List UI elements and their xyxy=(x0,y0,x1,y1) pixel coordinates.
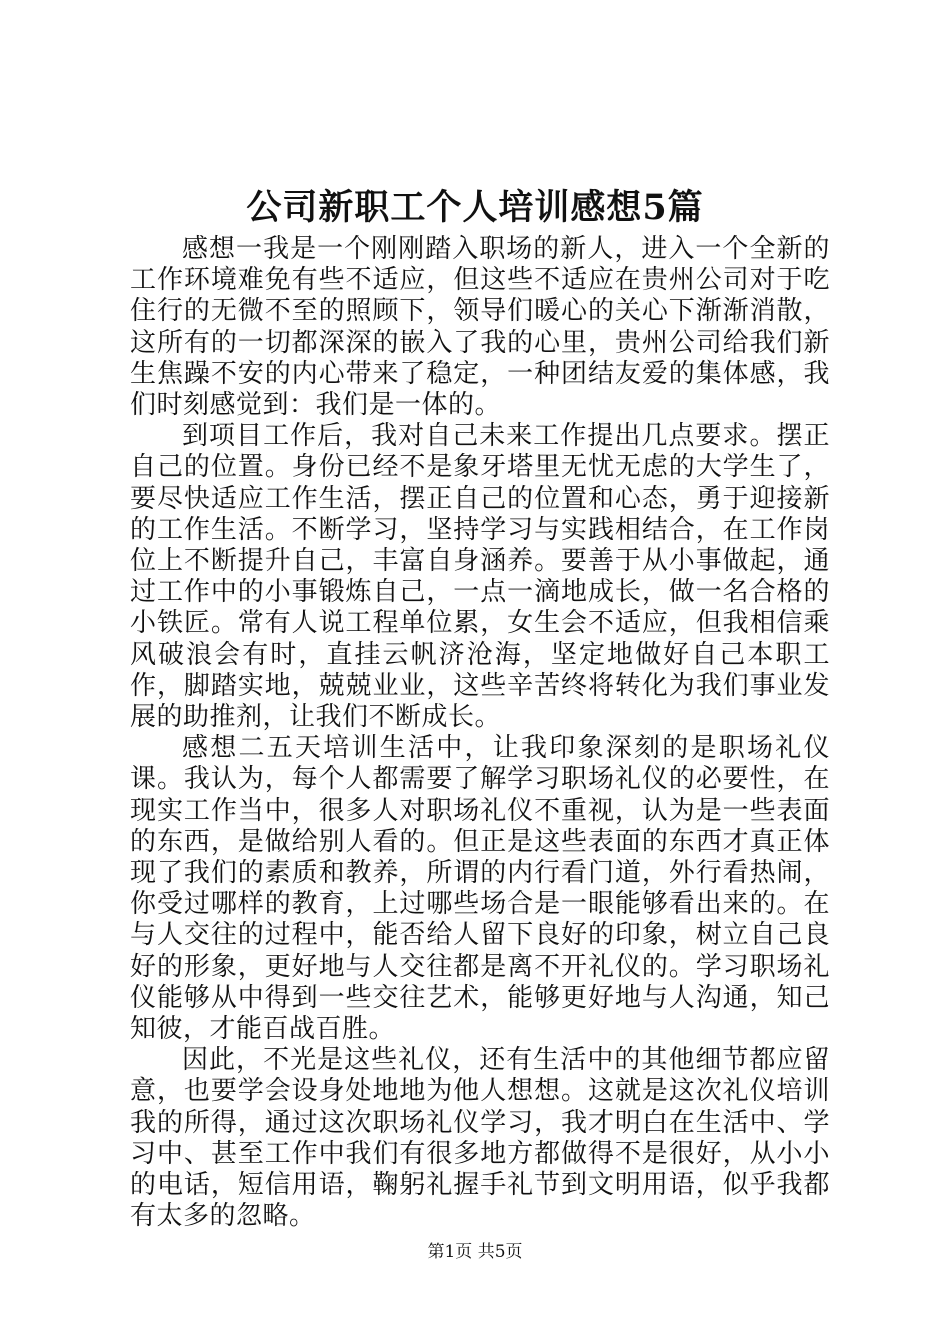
document-title: 公司新职工个人培训感想5篇 xyxy=(246,187,704,228)
document-body xyxy=(130,234,830,1233)
paragraph-4: 因此，不光是这些礼仪，还有生活中的其他细节都应留意，也要学会设身处地地为他人想想。这就是这次礼仪培训我的所得，通过这次职场礼仪学习，我才明白在生活中、学习中、甚至工作中我们有很多地方都做得不是很好，从小小的电话，短信用语，鞠躬礼握手礼节到文明用语，似乎我都有太多的忽略。 xyxy=(130,1045,830,1232)
paragraph-1: 感想一我是一个刚刚踏入职场的新人，进入一个全新的工作环境难免有些不适应，但这些不适应在贵州公司对于吃住行的无微不至的照顾下，领导们暖心的关心下渐渐消散，这所有的一切都深深的嵌入了我的心里，贵州公司给我们新生焦躁不安的内心带来了稳定，一种团结友爱的集体感，我们时刻感觉到：我们是一体的。 xyxy=(130,234,830,421)
paragraph-2: 到项目工作后，我对自己未来工作提出几点要求。摆正自己的位置。身份已经不是象牙塔里无忧无虑的大学生了，要尽快适应工作生活，摆正自己的位置和心态，勇于迎接新的工作生活。不断学习，坚持学习与实践相结合，在工作岗位上不断提升自己，丰富自身涵养。要善于从小事做起，通过工作中的小事锻炼自己，一点一滴地成长，做一名合格的小铁匠。常有人说工程单位累，女生会不适应，但我相信乘风破浪会有时，直挂云帆济沧海，坚定地做好自己本职工作，脚踏实地，兢兢业业，这些辛苦终将转化为我们事业发展的助推剂，让我们不断成长。 xyxy=(130,421,830,733)
page-footer: 第1页 共5页 xyxy=(427,1242,523,1262)
paragraph-3: 感想二五天培训生活中，让我印象深刻的是职场礼仪课。我认为，每个人都需要了解学习职场礼仪的必要性，在现实工作当中，很多人对职场礼仪不重视，认为是一些表面的东西，是做给别人看的。但正是这些表面的东西才真正体现了我们的素质和教养，所谓的内行看门道，外行看热闹，你受过哪样的教育，上过哪些场合是一眼能够看出来的。在与人交往的过程中，能否给人留下良好的印象，树立自己良好的形象，更好地与人交往都是离不开礼仪的。学习职场礼仪能够从中得到一些交往艺术，能够更好地与人沟通，知己知彼，才能百战百胜。 xyxy=(130,733,830,1045)
